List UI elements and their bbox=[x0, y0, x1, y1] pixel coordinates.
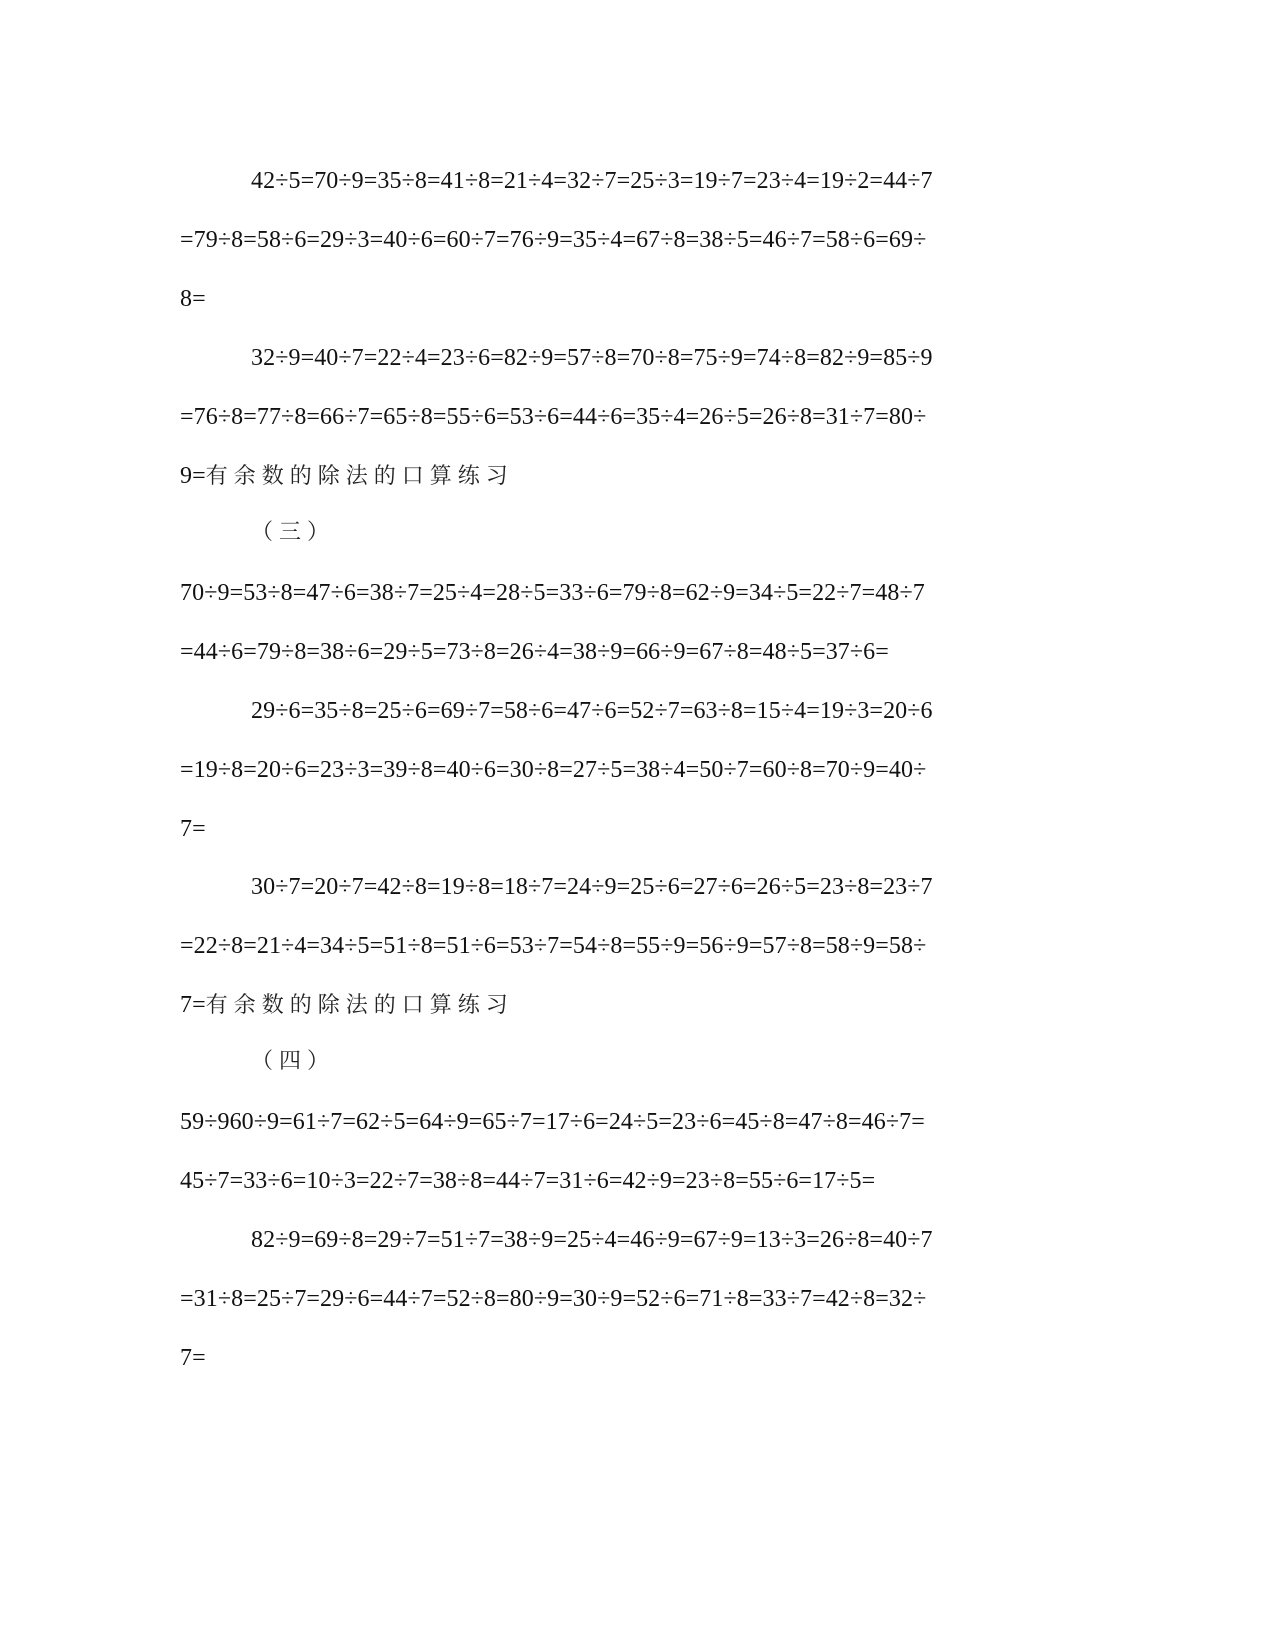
exercise-line: =31÷8=25÷7=29÷6=44÷7=52÷8=80÷9=30÷9=52÷6=71÷8=33÷7=42÷8=32÷ bbox=[180, 1286, 927, 1312]
section-heading: （四） bbox=[251, 1049, 336, 1074]
exercise-line: 7= bbox=[180, 1345, 206, 1371]
exercise-line: 42÷5=70÷9=35÷8=41÷8=21÷4=32÷7=25÷3=19÷7=23÷4=19÷2=44÷7 bbox=[251, 168, 933, 194]
exercise-line: =76÷8=77÷8=66÷7=65÷8=55÷6=53÷6=44÷6=35÷4=26÷5=26÷8=31÷7=80÷ bbox=[180, 404, 927, 430]
exercise-line: =79÷8=58÷6=29÷3=40÷6=60÷7=76÷9=35÷4=67÷8=38÷5=46÷7=58÷6=69÷ bbox=[180, 227, 927, 253]
exercise-line: =22÷8=21÷4=34÷5=51÷8=51÷6=53÷7=54÷8=55÷9=56÷9=57÷8=58÷9=58÷ bbox=[180, 933, 927, 959]
exercise-line: 8= bbox=[180, 286, 206, 312]
exercise-line: 7= bbox=[180, 816, 206, 842]
exercise-line: 45÷7=33÷6=10÷3=22÷7=38÷8=44÷7=31÷6=42÷9=23÷8=55÷6=17÷5= bbox=[180, 1168, 876, 1194]
exercise-fragment: 7= bbox=[180, 992, 206, 1018]
exercise-line: 82÷9=69÷8=29÷7=51÷7=38÷9=25÷4=46÷9=67÷9=13÷3=26÷8=40÷7 bbox=[251, 1227, 933, 1253]
exercise-line: 59÷960÷9=61÷7=62÷5=64÷9=65÷7=17÷6=24÷5=23÷6=45÷8=47÷8=46÷7= bbox=[180, 1109, 925, 1135]
exercise-line-with-title bbox=[180, 461, 514, 492]
exercise-line: =19÷8=20÷6=23÷3=39÷8=40÷6=30÷8=27÷5=38÷4=50÷7=60÷8=70÷9=40÷ bbox=[180, 757, 927, 783]
exercise-line: 30÷7=20÷7=42÷8=19÷8=18÷7=24÷9=25÷6=27÷6=26÷5=23÷8=23÷7 bbox=[251, 874, 933, 900]
section-heading: （三） bbox=[251, 520, 336, 545]
exercise-line: 70÷9=53÷8=47÷6=38÷7=25÷4=28÷5=33÷6=79÷8=62÷9=34÷5=22÷7=48÷7 bbox=[180, 580, 925, 606]
exercise-line: 29÷6=35÷8=25÷6=69÷7=58÷6=47÷6=52÷7=63÷8=15÷4=19÷3=20÷6 bbox=[251, 698, 933, 724]
exercise-line-with-title bbox=[180, 990, 514, 1021]
section-title: 有余数的除法的口算练习 bbox=[205, 993, 514, 1018]
exercise-fragment: 9= bbox=[180, 463, 206, 489]
exercise-line: 32÷9=40÷7=22÷4=23÷6=82÷9=57÷8=70÷8=75÷9=74÷8=82÷9=85÷9 bbox=[251, 345, 933, 371]
exercise-line: =44÷6=79÷8=38÷6=29÷5=73÷8=26÷4=38÷9=66÷9=67÷8=48÷5=37÷6= bbox=[180, 639, 889, 665]
section-title: 有余数的除法的口算练习 bbox=[205, 464, 514, 489]
